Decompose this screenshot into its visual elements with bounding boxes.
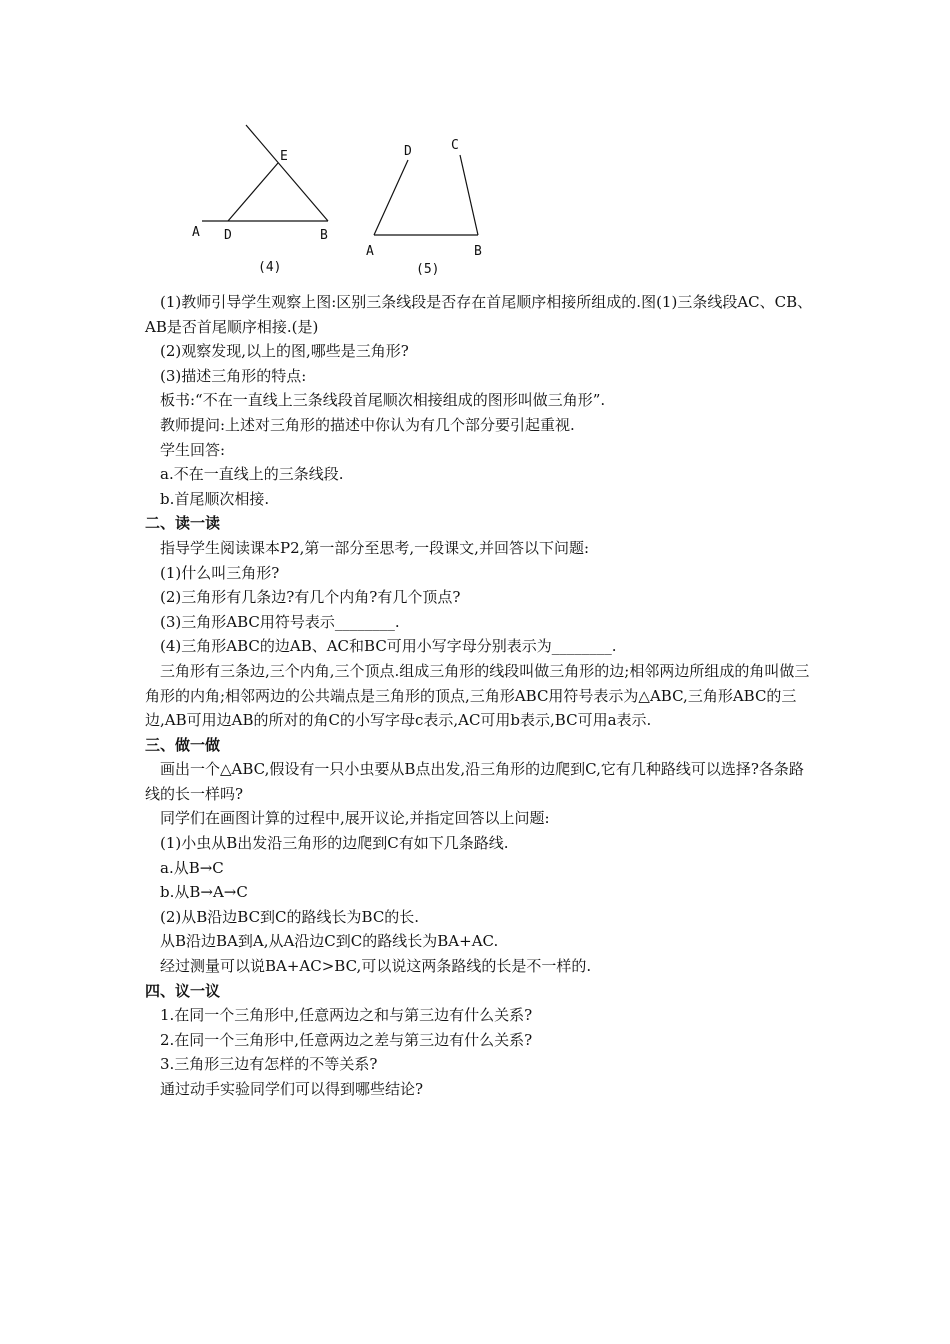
figure-5: [374, 155, 478, 235]
paragraph: (3)描述三角形的特点:: [160, 366, 307, 385]
paragraph: (1)什么叫三角形?: [160, 563, 280, 582]
paragraph: 学生回答:: [160, 440, 226, 459]
segment-de: [228, 163, 278, 221]
label-d-fig4: D: [224, 228, 232, 243]
paragraph: b.从B→A→C: [160, 883, 248, 902]
paragraph: (2)从B沿边BC到C的路线长为BC的长.: [160, 907, 420, 926]
section-heading: 二、读一读: [145, 514, 221, 533]
paragraph: (4)三角形ABC的边AB、AC和BC可用小写字母分别表示为________.: [160, 637, 617, 656]
label-b-fig4: B: [320, 228, 328, 243]
geometry-figures: [180, 115, 510, 285]
label-c-fig5: C: [451, 138, 459, 153]
paragraph: 1.在同一个三角形中,任意两边之和与第三边有什么关系?: [160, 1006, 533, 1025]
paragraph: 3.三角形三边有怎样的不等关系?: [160, 1055, 378, 1074]
label-a-fig5: A: [366, 244, 374, 259]
document-body: [145, 290, 815, 1102]
paragraph: a.不在一直线上的三条线段.: [160, 465, 344, 484]
line-through-e: [246, 125, 328, 221]
label-d-fig5: D: [404, 144, 412, 159]
paragraph: 画出一个△ABC,假设有一只小虫要从B点出发,沿三角形的边爬到C,它有几种路线可以选择?各条路线的长一样吗?: [145, 760, 804, 803]
paragraph: (1)小虫从B出发沿三角形的边爬到C有如下几条路线.: [160, 834, 509, 853]
paragraph: 指导学生阅读课本P2,第一部分至思考,一段课文,并回答以下问题:: [160, 538, 589, 557]
paragraph: (3)三角形ABC用符号表示________.: [160, 612, 400, 631]
paragraph: 同学们在画图计算的过程中,展开议论,并指定回答以上问题:: [160, 809, 550, 828]
caption-fig5: (5): [416, 262, 440, 277]
segment-bc: [460, 155, 478, 235]
paragraph: (2)观察发现,以上的图,哪些是三角形?: [160, 342, 409, 361]
paragraph: 2.在同一个三角形中,任意两边之差与第三边有什么关系?: [160, 1030, 533, 1049]
segment-ad: [374, 160, 408, 235]
figure-4: [202, 125, 328, 221]
paragraph: (2)三角形有几条边?有几个内角?有几个顶点?: [160, 588, 461, 607]
paragraph: 经过测量可以说BA+AC>BC,可以说这两条路线的长是不一样的.: [160, 957, 592, 976]
label-e-fig4: E: [280, 149, 288, 164]
figures-svg: [180, 115, 510, 285]
paragraph: 从B沿边BA到A,从A沿边C到C的路线长为BA+AC.: [160, 932, 499, 951]
caption-fig4: (4): [258, 260, 282, 275]
paragraph: a.从B→C: [160, 858, 224, 877]
paragraph: (1)教师引导学生观察上图:区别三条线段是否存在首尾顺序相接所组成的.图(1)三条线段AC、CB、AB是否首尾顺序相接.(是): [145, 293, 813, 336]
label-a-fig4: A: [192, 225, 200, 240]
paragraph: 通过动手实验同学们可以得到哪些结论?: [160, 1080, 424, 1098]
label-b-fig5: B: [474, 244, 482, 259]
section-heading: 三、做一做: [145, 735, 221, 754]
section-heading: 四、议一议: [145, 981, 221, 1000]
paragraph: b.首尾顺次相接.: [160, 489, 270, 508]
paragraph: 三角形有三条边,三个内角,三个顶点.组成三角形的线段叫做三角形的边;相邻两边所组成的角叫做三角形的内角;相邻两边的公共端点是三角形的顶点,三角形ABC用符号表示为△ABC,三角形ABC的三边,AB可用边AB的所对的角C的小写字母c表示,AC可用b表示,BC可用a表示.: [145, 661, 810, 730]
paragraph: 教师提问:上述对三角形的描述中你认为有几个部分要引起重视.: [160, 415, 575, 434]
paragraph: 板书:“不在一直线上三条线段首尾顺次相接组成的图形叫做三角形”.: [160, 391, 606, 410]
